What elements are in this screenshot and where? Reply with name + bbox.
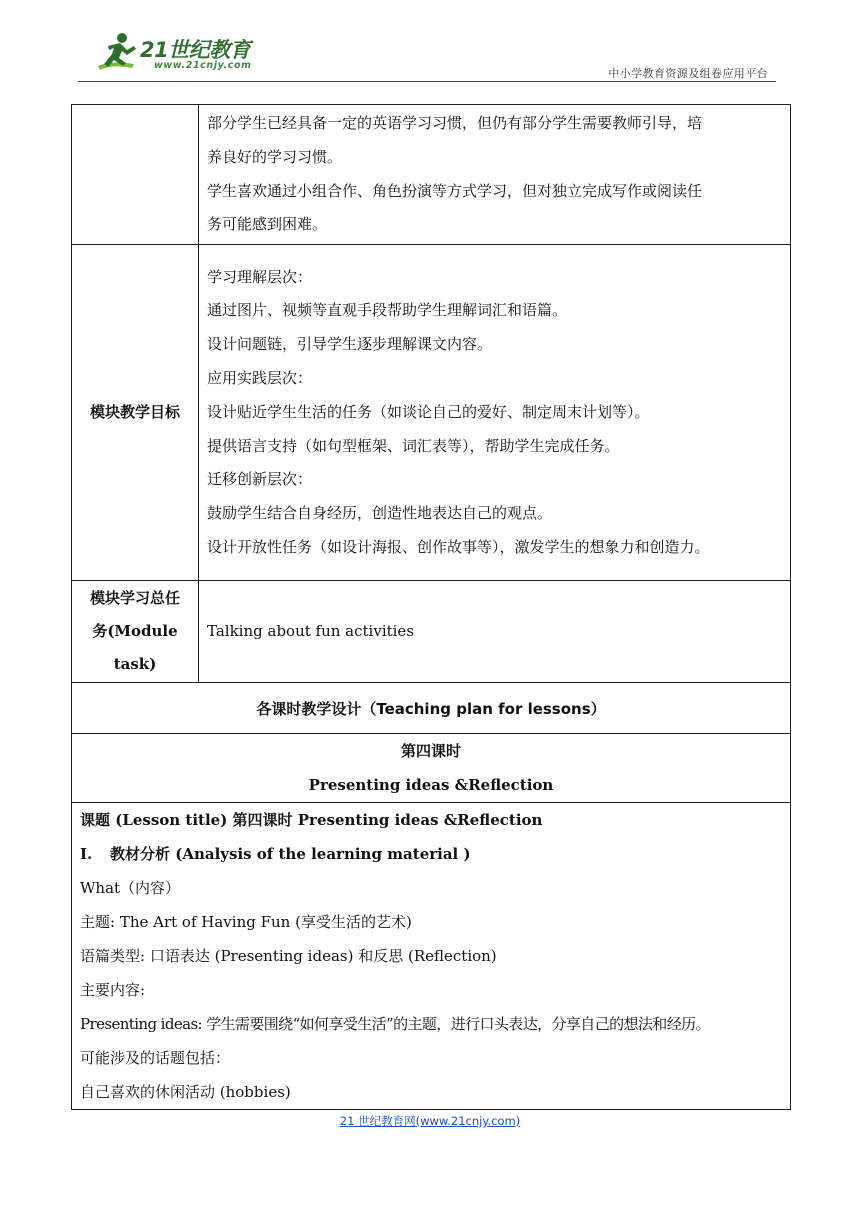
text-line: 应用实践层次： — [207, 368, 313, 387]
text-line: What（内容） — [80, 879, 181, 898]
lesson-analysis-content — [72, 803, 791, 1110]
lessons-heading: 各课时教学设计（Teaching plan for lessons） — [72, 683, 791, 734]
table-row-lesson-four-heading — [72, 734, 791, 803]
table-row-lesson-analysis — [72, 803, 791, 1110]
row-label-module-task — [72, 581, 199, 683]
lesson-title: 课题 (Lesson title) 第四课时 Presenting ideas &Reflection — [80, 811, 543, 830]
footer-link[interactable]: 21 世纪教育网(www.21cnjy.com) — [339, 1114, 521, 1128]
logo-text: 21世纪教育 — [140, 38, 251, 62]
lesson-number: 第四课时 — [400, 742, 461, 761]
page-header — [78, 28, 776, 82]
lesson-plan-table — [71, 104, 791, 1110]
row-label-empty — [72, 105, 199, 245]
text-line: 鼓励学生结合自身经历，创造性地表达自己的观点。 — [207, 504, 553, 523]
student-analysis-content — [199, 105, 791, 245]
label-line: 模块学习总任 — [89, 589, 180, 608]
header-divider — [78, 81, 776, 82]
row-label-teaching-goals: 模块教学目标 — [72, 245, 199, 581]
module-task-content: Talking about fun activities — [199, 581, 791, 683]
text-line: 提供语言支持（如句型框架、词汇表等），帮助学生完成任务。 — [207, 436, 620, 455]
text-line: 务可能感到困难。 — [207, 215, 328, 234]
section-heading — [80, 837, 782, 871]
text-line: Presenting ideas: 学生需要围绕“如何享受生活”的主题，进行口头表达，分享自己的想法和经历。 — [80, 1015, 710, 1034]
site-logo[interactable] — [94, 30, 284, 74]
running-figure-icon — [94, 30, 140, 72]
lesson-four-heading — [72, 734, 791, 803]
text-line: 学生喜欢通过小组合作、角色扮演等方式学习，但对独立完成写作或阅读任 — [207, 181, 703, 200]
lesson-name: Presenting ideas &Reflection — [308, 776, 554, 795]
text-line: 养良好的学习习惯。 — [207, 147, 343, 166]
teaching-goals-content — [199, 245, 791, 581]
label-line: task) — [113, 655, 157, 674]
text-line: 设计贴近学生生活的任务（如谈论自己的爱好、制定周末计划等）。 — [207, 402, 650, 421]
text-line: 可能涉及的话题包括： — [80, 1049, 231, 1068]
section-title: 教材分析 (Analysis of the learning material ) — [110, 845, 471, 864]
text-line: 通过图片、视频等直观手段帮助学生理解词汇和语篇。 — [207, 301, 568, 320]
text-line: 部分学生已经具备一定的英语学习习惯，但仍有部分学生需要教师引导，培 — [207, 114, 703, 132]
text-line: 主要内容: — [80, 981, 146, 1000]
text-line: 主题: The Art of Having Fun (享受生活的艺术) — [80, 913, 412, 932]
table-row-student-analysis — [72, 105, 791, 245]
text-line: 设计开放性任务（如设计海报、创作故事等），激发学生的想象力和创造力。 — [207, 537, 710, 556]
table-row-lessons-heading — [72, 683, 791, 734]
text-line: 设计问题链，引导学生逐步理解课文内容。 — [207, 335, 493, 354]
text-line: 自己喜欢的休闲活动 (hobbies) — [80, 1083, 291, 1102]
text-line: 迁移创新层次： — [207, 470, 313, 489]
table-row-module-task — [72, 581, 791, 683]
logo-url: www.21cnjy.com — [154, 60, 252, 71]
text-line: 语篇类型: 口语表达 (Presenting ideas) 和反思 (Reflection) — [80, 947, 497, 966]
header-tagline: 中小学教育资源及组卷应用平台 — [608, 67, 768, 80]
section-number: I. — [80, 845, 93, 864]
label-line: 务(Module — [92, 622, 178, 641]
table-row-teaching-goals — [72, 245, 791, 581]
text-line: 学习理解层次： — [207, 267, 313, 286]
